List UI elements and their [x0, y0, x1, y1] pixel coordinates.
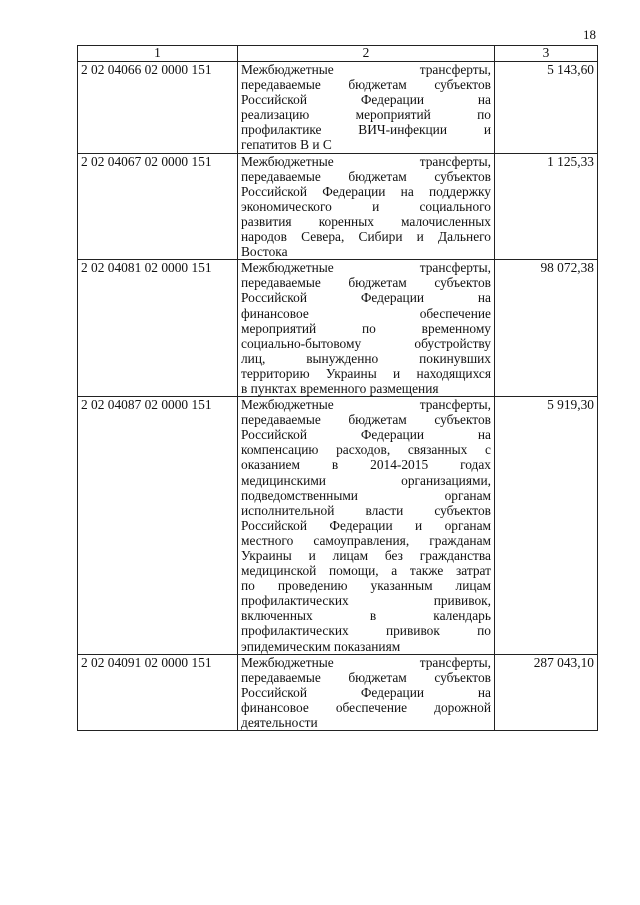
description-line: включенных в календарь [241, 608, 491, 624]
description-line: Российской Федерации на [241, 290, 491, 306]
description-line: реализацию мероприятий по [241, 107, 491, 123]
table-row [78, 62, 598, 154]
description-line: подведомственными органам [241, 487, 491, 503]
amount-value: 1 125,33 [495, 153, 598, 260]
page-number: 18 [583, 27, 596, 42]
description-line: передаваемые бюджетам субъектов [241, 168, 491, 184]
description-line: деятельности [241, 715, 318, 731]
transfer-description [238, 397, 495, 655]
classification-code: 2 02 04087 02 0000 151 [78, 397, 238, 655]
description-line: Российской Федерации на [241, 684, 491, 700]
amount-value: 287 043,10 [495, 654, 598, 730]
transfer-description [238, 260, 495, 397]
table-body [78, 62, 598, 731]
table-header-row [78, 46, 598, 62]
classification-code: 2 02 04081 02 0000 151 [78, 260, 238, 397]
classification-code: 2 02 04067 02 0000 151 [78, 153, 238, 260]
description-line: Межбюджетные трансферты, [241, 654, 491, 670]
description-line: развития коренных малочисленных [241, 213, 491, 229]
transfer-description [238, 153, 495, 260]
description-line: медицинской помощи, а также затрат [241, 563, 491, 579]
column-header-2: 2 [238, 46, 495, 62]
description-line: территорию Украины и находящихся [241, 365, 491, 381]
description-line: компенсацию расходов, связанных с [241, 442, 491, 458]
description-line: Украины и лицам без гражданства [241, 548, 491, 563]
description-line: Межбюджетные трансферты, [241, 397, 491, 413]
amount-value: 98 072,38 [495, 260, 598, 397]
description-line: Российской Федерации и органам [241, 517, 491, 533]
description-line: Российской Федерации на [241, 427, 491, 443]
description-line: профилактических прививок по [241, 623, 491, 639]
description-line: передаваемые бюджетам субъектов [241, 77, 491, 93]
description-line: исполнительной власти субъектов [241, 502, 491, 518]
column-header-3: 3 [495, 46, 598, 62]
description-line: финансовое обеспечение [241, 305, 491, 321]
description-line: народов Севера, Сибири и Дальнего [241, 229, 491, 245]
description-line: передаваемые бюджетам субъектов [241, 669, 491, 685]
classification-code: 2 02 04091 02 0000 151 [78, 654, 238, 730]
transfer-description [238, 62, 495, 154]
description-line: оказанием в 2014-2015 годах [241, 457, 491, 473]
description-line: финансовое обеспечение дорожной [241, 699, 491, 715]
description-line: экономического и социального [241, 198, 491, 214]
description-line: в пунктах временного размещения [241, 380, 439, 396]
amount-value: 5 919,30 [495, 397, 598, 655]
description-line: мероприятий по временному [241, 320, 491, 336]
description-line: профилактических прививок, [241, 593, 491, 609]
budget-table [77, 45, 598, 731]
description-line: Российской Федерации на [241, 92, 491, 108]
description-line: медицинскими организациями, [241, 472, 491, 488]
description-line: местного самоуправления, гражданам [241, 532, 491, 548]
table-row [78, 654, 598, 730]
description-line: эпидемическим показаниям [241, 638, 401, 654]
column-header-1: 1 [78, 46, 238, 62]
description-line: Межбюджетные трансферты, [241, 260, 491, 276]
description-line: передаваемые бюджетам субъектов [241, 412, 491, 428]
description-line: Российской Федерации на поддержку [241, 183, 491, 199]
transfer-description [238, 654, 495, 730]
description-line: Межбюджетные трансферты, [241, 62, 491, 77]
description-line: Межбюджетные трансферты, [241, 153, 491, 169]
classification-code: 2 02 04066 02 0000 151 [78, 62, 238, 154]
amount-value: 5 143,60 [495, 62, 598, 154]
table-row [78, 260, 598, 397]
description-line: гепатитов В и С [241, 137, 332, 153]
description-line: по проведению указанным лицам [241, 578, 491, 594]
table-row [78, 397, 598, 655]
table-row [78, 153, 598, 260]
description-line: профилактике ВИЧ-инфекции и [241, 122, 491, 138]
description-line: социально-бытовому обустройству [241, 335, 491, 351]
description-line: передаваемые бюджетам субъектов [241, 275, 491, 291]
description-line: лиц, вынужденно покинувших [241, 350, 491, 366]
description-line: Востока [241, 244, 288, 260]
